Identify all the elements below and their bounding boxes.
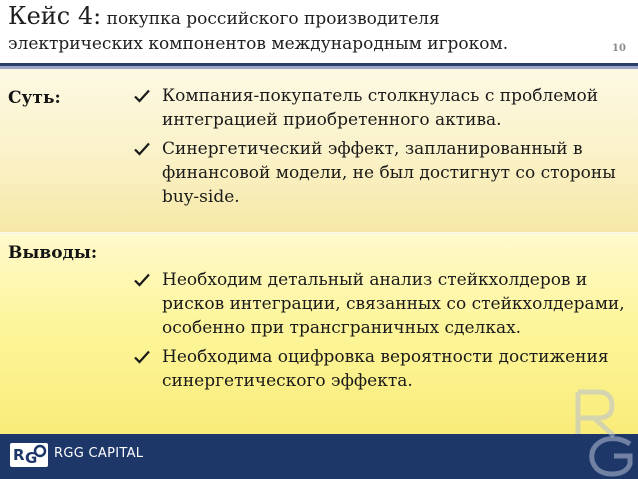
title-text: покупка российского производителя <box>101 9 440 29</box>
checkmark-icon <box>134 350 150 364</box>
essence-bullet-list <box>132 84 628 214</box>
company-name: RGG CAPITAL <box>54 446 144 461</box>
rgg-logo-icon <box>10 443 48 467</box>
rgg-watermark-icon <box>560 384 638 479</box>
page-number: 10 <box>612 43 626 54</box>
bullet-item <box>132 137 628 209</box>
bullet-item <box>132 345 628 393</box>
conclusions-bullet-list <box>132 268 628 398</box>
section-label-essence: Суть: <box>8 88 61 108</box>
slide-title <box>8 2 440 33</box>
bullet-item <box>132 268 628 340</box>
svg-text:R: R <box>13 446 25 464</box>
bullet-text: Необходима оцифровка вероятности достижения синергетического эффекта. <box>162 347 609 391</box>
bullet-text: Синергетический эффект, запланированный в финансовой модели, не был достигнут со стороны buy-side. <box>162 139 616 207</box>
section-label-conclusions: Выводы: <box>8 243 98 263</box>
checkmark-icon <box>134 142 150 156</box>
title-text-line2: электрических компонентов международным игроком. <box>8 34 509 54</box>
bullet-text: Компания-покупатель столкнулась с проблемой интеграцией приобретенного актива. <box>162 86 599 130</box>
bullet-item <box>132 84 628 132</box>
checkmark-icon <box>134 273 150 287</box>
checkmark-icon <box>134 89 150 103</box>
section-divider <box>0 232 638 236</box>
bullet-text: Необходим детальный анализ стейкхолдеров и рисков интеграции, связанных со стейкхолдерами, особенно при трансграничных сделках. <box>162 270 625 338</box>
slide-header <box>0 0 638 62</box>
title-case-number: Кейс 4: <box>8 2 102 30</box>
svg-text:G: G <box>25 449 38 467</box>
